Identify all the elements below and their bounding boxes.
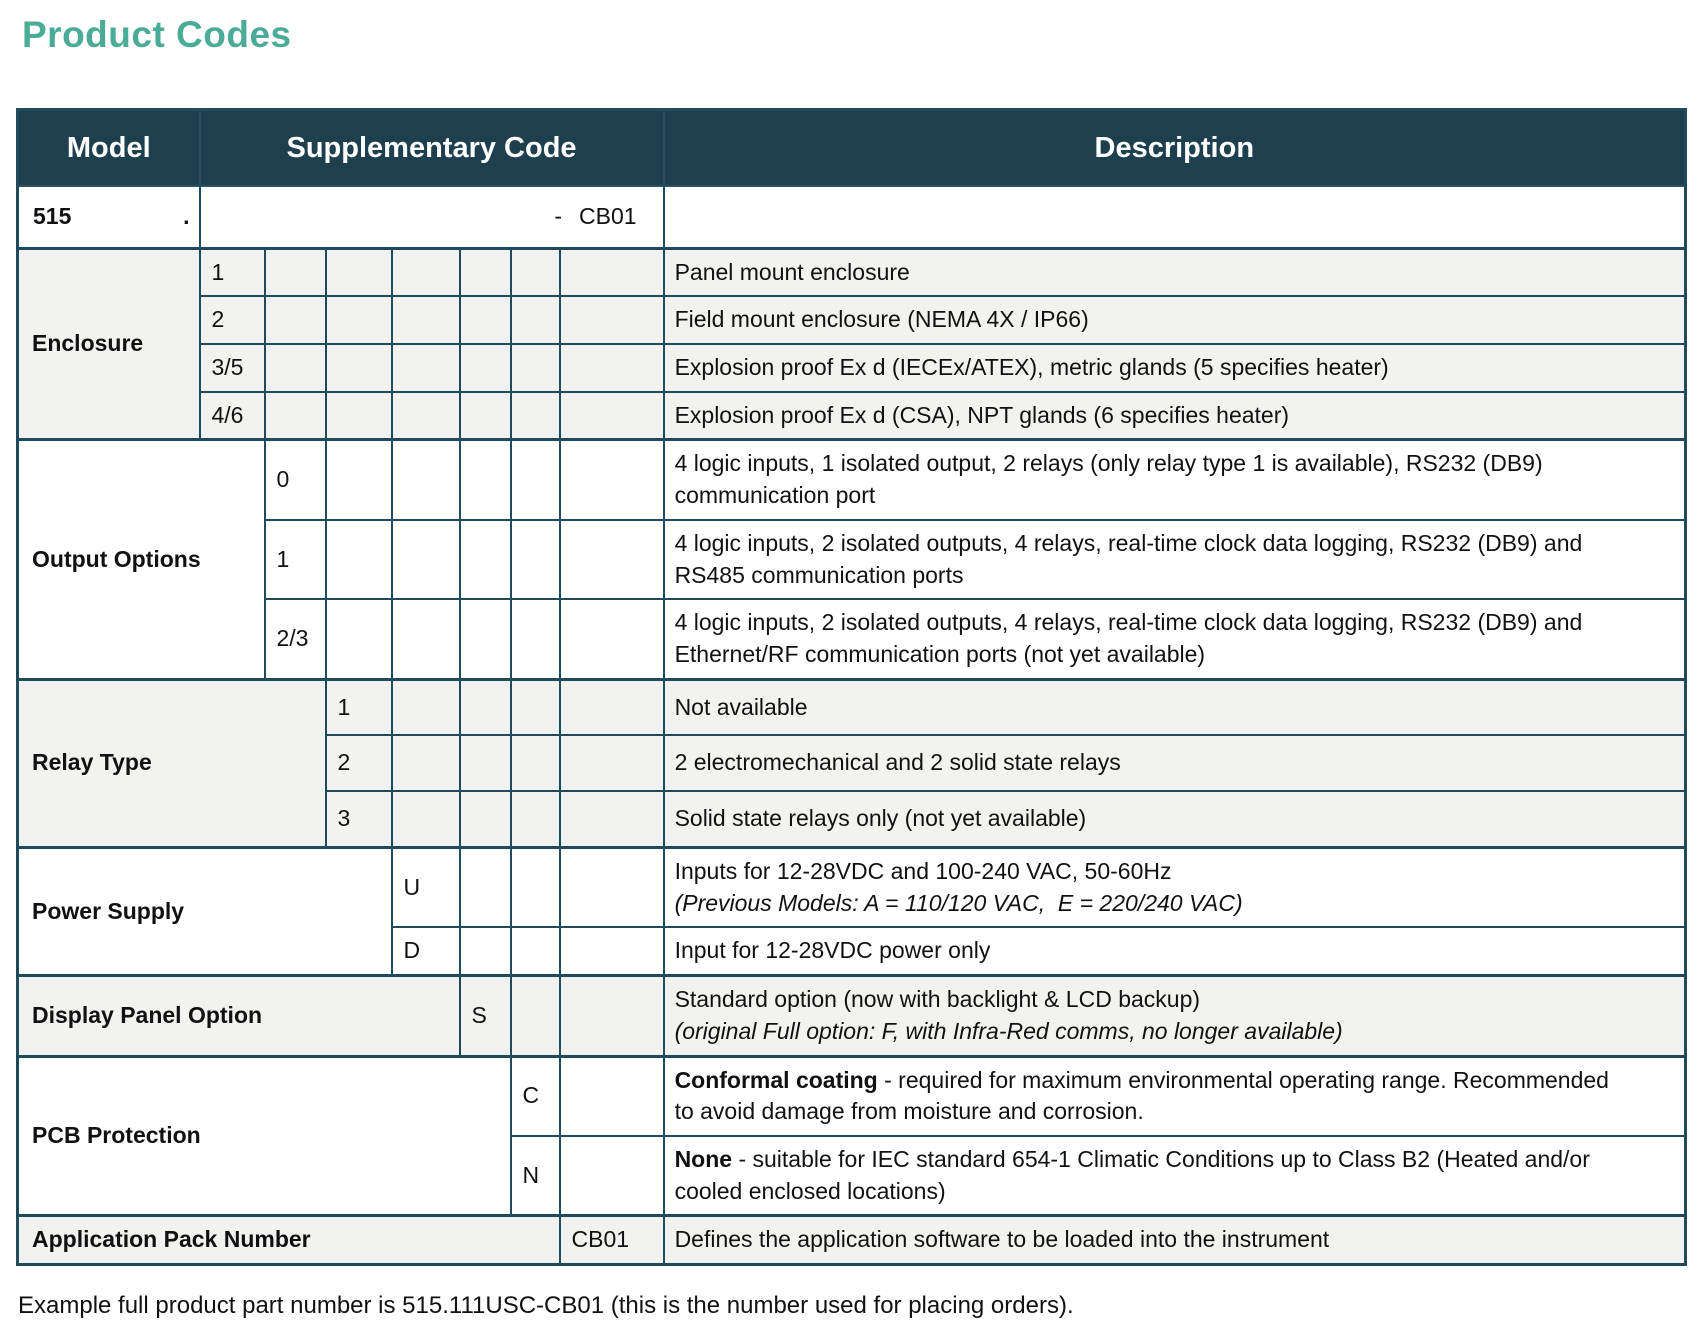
code-grid-cell: [511, 520, 560, 599]
code-grid-cell: [392, 679, 460, 735]
description-cell: 4 logic inputs, 2 isolated outputs, 4 relays, real-time clock data logging, RS232 (DB9) and Ethernet/RF communication ports (not yet available): [664, 599, 1686, 679]
code-grid-cell: [326, 296, 392, 344]
code-grid-cell: [460, 927, 511, 975]
description-cell: Explosion proof Ex d (IECEx/ATEX), metric glands (5 specifies heater): [664, 344, 1686, 392]
code-grid-cell: [392, 296, 460, 344]
description-cell: Defines the application software to be loaded into the instrument: [664, 1216, 1686, 1265]
model-row: [18, 186, 1686, 248]
code-grid-cell: [511, 248, 560, 296]
code-grid-cell: [460, 440, 511, 520]
description-cell: Explosion proof Ex d (CSA), NPT glands (6 specifies heater): [664, 392, 1686, 440]
code-grid-cell: [460, 296, 511, 344]
code-grid-cell: [560, 440, 664, 520]
model-dot: .: [183, 202, 190, 229]
code-grid-cell: [560, 1136, 664, 1216]
description-line2-italic: (Previous Models: A = 110/120 VAC, E = 220/240 VAC): [674, 889, 1243, 916]
model-suffix-cell: [200, 186, 664, 248]
table-row: [18, 344, 1686, 392]
code-grid-cell: [560, 344, 664, 392]
code-grid-cell: [326, 392, 392, 440]
code-grid-cell: [460, 791, 511, 847]
description-cell: [664, 1136, 1686, 1216]
code-grid-cell: [460, 248, 511, 296]
code-cell: 2: [326, 735, 392, 791]
page-title: Product Codes: [22, 14, 292, 55]
description-bold-lead: None: [674, 1145, 733, 1172]
table-row: [18, 248, 1686, 296]
code-grid-cell: [560, 679, 664, 735]
code-grid-cell: [560, 296, 664, 344]
code-grid-cell: [560, 791, 664, 847]
code-cell: CB01: [560, 1216, 664, 1265]
code-grid-cell: [560, 735, 664, 791]
description-cell: [664, 847, 1686, 927]
section-label-display-panel-option: Display Panel Option: [18, 976, 460, 1056]
table-row: [18, 679, 1686, 735]
code-grid-cell: [265, 248, 326, 296]
code-grid-cell: [460, 344, 511, 392]
header-supplementary-code: Supplementary Code: [200, 110, 664, 187]
section-label-application-pack-number: Application Pack Number: [18, 1216, 560, 1265]
section-label-enclosure: Enclosure: [18, 248, 200, 440]
header-description: Description: [664, 110, 1686, 187]
code-grid-cell: [511, 927, 560, 975]
code-grid-cell: [392, 440, 460, 520]
description-cell: 4 logic inputs, 1 isolated output, 2 relays (only relay type 1 is available), RS232 (DB9) communication port: [664, 440, 1686, 520]
code-grid-cell: [511, 392, 560, 440]
description-cell: Panel mount enclosure: [664, 248, 1686, 296]
table-row: [18, 599, 1686, 679]
code-cell: 0: [265, 440, 326, 520]
code-cell: 1: [200, 248, 265, 296]
code-grid-cell: [511, 976, 560, 1056]
table-row: [18, 976, 1686, 1056]
description-cell: [664, 1056, 1686, 1136]
code-cell: 2/3: [265, 599, 326, 679]
code-grid-cell: [326, 520, 392, 599]
example-part-number-note: Example full product part number is 515.111USC-CB01 (this is the number used for placing orders).: [18, 1292, 1074, 1320]
description-cell: 4 logic inputs, 2 isolated outputs, 4 relays, real-time clock data logging, RS232 (DB9) and RS485 communication ports: [664, 520, 1686, 599]
description-cell: Input for 12-28VDC power only: [664, 927, 1686, 975]
table-row: [18, 392, 1686, 440]
description-cell: 2 electromechanical and 2 solid state relays: [664, 735, 1686, 791]
code-grid-cell: [392, 392, 460, 440]
code-grid-cell: [392, 791, 460, 847]
code-grid-cell: [265, 296, 326, 344]
description-cell: Solid state relays only (not yet available): [664, 791, 1686, 847]
table-header-row: [18, 110, 1686, 187]
code-grid-cell: [511, 847, 560, 927]
code-cell: 1: [265, 520, 326, 599]
table-row: [18, 1056, 1686, 1136]
table-row: [18, 520, 1686, 599]
description-cell-empty: [664, 186, 1686, 248]
code-grid-cell: [560, 927, 664, 975]
code-grid-cell: [511, 440, 560, 520]
code-grid-cell: [511, 735, 560, 791]
code-grid-cell: [392, 520, 460, 599]
model-dash: -: [554, 202, 563, 229]
code-grid-cell: [460, 847, 511, 927]
code-grid-cell: [460, 392, 511, 440]
product-codes-table: [16, 108, 1687, 1266]
code-grid-cell: [560, 847, 664, 927]
description-text: - required for maximum environmental operating range. Recommended to avoid damage from moisture and corrosion.: [674, 1066, 1609, 1125]
description-cell: Field mount enclosure (NEMA 4X / IP66): [664, 296, 1686, 344]
code-grid-cell: [460, 735, 511, 791]
section-label-relay-type: Relay Type: [18, 679, 326, 847]
code-grid-cell: [460, 679, 511, 735]
model-number-cell: [18, 186, 200, 248]
table-row: [18, 440, 1686, 520]
description-text: - suitable for IEC standard 654-1 Climatic Conditions up to Class B2 (Heated and/or cooled enclosed locations): [674, 1145, 1590, 1204]
description-line1: Inputs for 12-28VDC and 100-240 VAC, 50-60Hz: [674, 857, 1172, 884]
code-grid-cell: [560, 1056, 664, 1136]
model-number: 515: [33, 202, 72, 229]
code-cell: 3: [326, 791, 392, 847]
description-cell: [664, 976, 1686, 1056]
code-grid-cell: [511, 791, 560, 847]
section-label-pcb-protection: PCB Protection: [18, 1056, 511, 1216]
code-cell: 3/5: [200, 344, 265, 392]
section-label-power-supply: Power Supply: [18, 847, 392, 975]
code-grid-cell: [392, 599, 460, 679]
table-row: [18, 296, 1686, 344]
description-line2-italic: (original Full option: F, with Infra-Red comms, no longer available): [674, 1017, 1343, 1044]
code-grid-cell: [326, 344, 392, 392]
code-cell: N: [511, 1136, 560, 1216]
code-grid-cell: [392, 248, 460, 296]
code-grid-cell: [511, 344, 560, 392]
code-grid-cell: [560, 520, 664, 599]
code-grid-cell: [326, 248, 392, 296]
code-grid-cell: [392, 735, 460, 791]
code-cell: 2: [200, 296, 265, 344]
code-grid-cell: [511, 679, 560, 735]
description-line1: Standard option (now with backlight & LCD backup): [674, 986, 1201, 1013]
code-grid-cell: [265, 392, 326, 440]
table-row: [18, 847, 1686, 927]
code-grid-cell: [511, 599, 560, 679]
code-grid-cell: [560, 976, 664, 1056]
header-model: Model: [18, 110, 200, 187]
code-cell: 1: [326, 679, 392, 735]
code-grid-cell: [326, 599, 392, 679]
code-grid-cell: [460, 520, 511, 599]
code-cell: 4/6: [200, 392, 265, 440]
description-bold-lead: Conformal coating: [674, 1066, 878, 1093]
code-grid-cell: [460, 599, 511, 679]
section-label-output-options: Output Options: [18, 440, 265, 679]
code-cell: D: [392, 927, 460, 975]
code-grid-cell: [326, 440, 392, 520]
code-grid-cell: [511, 296, 560, 344]
code-cell: U: [392, 847, 460, 927]
code-grid-cell: [392, 344, 460, 392]
description-cell: Not available: [664, 679, 1686, 735]
code-grid-cell: [265, 344, 326, 392]
code-cell: S: [460, 976, 511, 1056]
model-app-pack-code: CB01: [579, 202, 637, 229]
code-grid-cell: [560, 599, 664, 679]
code-grid-cell: [560, 248, 664, 296]
table-row: [18, 1216, 1686, 1265]
code-cell: C: [511, 1056, 560, 1136]
code-grid-cell: [560, 392, 664, 440]
